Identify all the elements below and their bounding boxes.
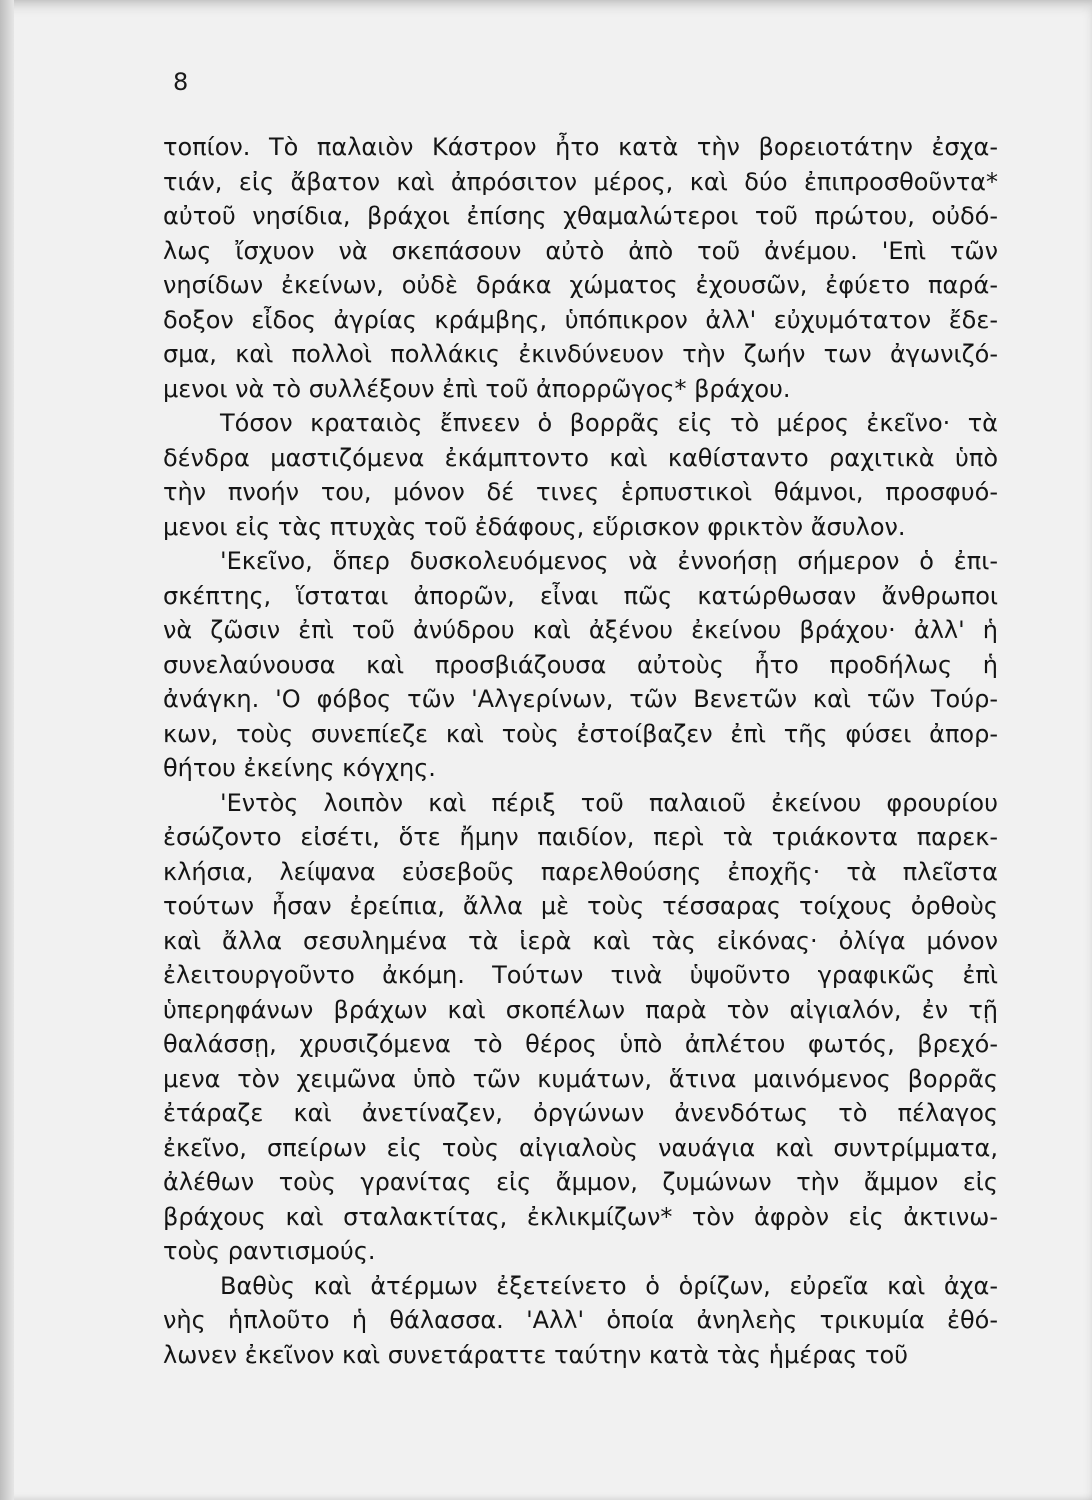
- text-line: τοπίον. Τὸ παλαιὸν Κάστρον ἦτο κατὰ τὴν βορειοτάτην ἐσχα-: [163, 133, 998, 161]
- text-line: 'Εκεῖνο, ὅπερ δυσκολευόμενος νὰ ἐννοήσῃ σήμερον ὁ ἐπι-: [220, 547, 998, 575]
- text-line: συνελαύνουσα καὶ προσβιάζουσα αὐτοὺς ἦτο προδήλως ἡ: [163, 650, 998, 679]
- text-line: Βαθὺς καὶ ἀτέρμων ἐξετείνετο ὁ ὁρίζων, εὐρεῖα καὶ ἀχα-: [220, 1271, 998, 1300]
- text-line: 'Εντὸς λοιπὸν καὶ πέριξ τοῦ παλαιοῦ ἐκείνου φρουρίου: [220, 788, 998, 817]
- text-line: λως ἴσχυον νὰ σκεπάσουν αὐτὸ ἀπὸ τοῦ ἀνέμου. 'Επὶ τῶν: [163, 236, 998, 265]
- page-number: 8: [173, 68, 189, 96]
- text-line: Τόσον κραταιὸς ἔπνεεν ὁ βορρᾶς εἰς τὸ μέρος ἐκεῖνο· τὰ: [220, 409, 998, 437]
- text-line: κων, τοὺς συνεπίεζε καὶ τοὺς ἐστοίβαζεν ἐπὶ τῆς φύσει ἀπορ-: [163, 719, 998, 748]
- text-line: τὴν πνοήν του, μόνον δέ τινες ἑρπυστικοὶ θάμνοι, προσφυό-: [163, 478, 998, 506]
- text-line: ἀλέθων τοὺς γρανίτας εἰς ἄμμον, ζυμώνων τὴν ἄμμον εἰς: [163, 1168, 998, 1196]
- text-line: θαλάσσῃ, χρυσιζόμενα τὸ θέρος ὑπὸ ἀπλέτου φωτός, βρεχό-: [163, 1030, 998, 1058]
- paragraph: [163, 406, 998, 544]
- text-line: τούτων ἦσαν ἐρείπια, ἄλλα μὲ τοὺς τέσσαρας τοίχους ὀρθοὺς: [163, 892, 998, 920]
- text-line: αὐτοῦ νησίδια, βράχοι ἐπίσης χθαμαλώτεροι τοῦ πρώτου, οὐδό-: [163, 202, 998, 230]
- text-line: μενοι νὰ τὸ συλλέξουν ἐπὶ τοῦ ἀπορρῶγος* βράχου.: [163, 374, 791, 403]
- text-line: καὶ ἄλλα σεσυλημένα τὰ ἱερὰ καὶ τὰς εἰκόνας· ὀλίγα μόνον: [163, 926, 998, 955]
- paragraph: [163, 1269, 998, 1373]
- text-line: κλήσια, λείψανα εὐσεβοῦς παρελθούσης ἐποχῆς· τὰ πλεῖστα: [163, 857, 998, 886]
- text-line: νὴς ἡπλοῦτο ἡ θάλασσα. 'Αλλ' ὁποία ἀνηλεὴς τρικυμία ἐθό-: [163, 1306, 998, 1334]
- text-line: σμα, καὶ πολλοὶ πολλάκις ἐκινδύνευον τὴν ζωήν των ἀγωνιζό-: [163, 340, 998, 368]
- text-line: μενα τὸν χειμῶνα ὑπὸ τῶν κυμάτων, ἅτινα μαινόμενος βορρᾶς: [163, 1064, 998, 1093]
- text-line: ἐλειτουργοῦντο ἀκόμη. Τούτων τινὰ ὑψοῦντο γραφικῶς ἐπὶ: [163, 961, 998, 989]
- text-line: τιάν, εἰς ἄβατον καὶ ἀπρόσιτον μέρος, καὶ δύο ἐπιπροσθοῦντα*: [163, 167, 998, 196]
- paragraph: [163, 786, 998, 1269]
- text-line: βράχους καὶ σταλακτίτας, ἐκλικμίζων* τὸν ἀφρὸν εἰς ἀκτινω-: [163, 1202, 998, 1231]
- text-line: τοὺς ραντισμούς.: [163, 1237, 376, 1265]
- paragraph: [163, 130, 998, 406]
- paragraph: [163, 544, 998, 786]
- page-body-text: [163, 130, 998, 1372]
- text-line: θήτου ἐκείνης κόγχης.: [163, 754, 436, 782]
- text-line: ἐτάραζε καὶ ἀνετίναζεν, ὀργώνων ἀνενδότως τὸ πέλαγος: [163, 1099, 998, 1127]
- text-line: νησίδων ἐκείνων, οὐδὲ δράκα χώματος ἐχουσῶν, ἐφύετο παρά-: [163, 271, 998, 299]
- text-line: δοξον εἶδος ἀγρίας κράμβης, ὑπόπικρον ἀλλ' εὐχυμότατον ἔδε-: [163, 305, 998, 334]
- text-line: σκέπτης, ἵσταται ἀπορῶν, εἶναι πῶς κατώρθωσαν ἄνθρωποι: [163, 581, 998, 610]
- text-line: ἐκεῖνο, σπείρων εἰς τοὺς αἰγιαλοὺς ναυάγια καὶ συντρίμματα,: [163, 1133, 998, 1162]
- text-line: λωνεν ἐκεῖνον καὶ συνετάραττε ταύτην κατὰ τὰς ἡμέρας τοῦ: [163, 1340, 909, 1369]
- page-edge-shadow: [0, 0, 14, 1500]
- text-line: νὰ ζῶσιν ἐπὶ τοῦ ἀνύδρου καὶ ἀξένου ἐκείνου βράχου· ἀλλ' ἡ: [163, 616, 998, 644]
- text-line: ἀνάγκη. 'Ο φόβος τῶν 'Αλγερίνων, τῶν Βενετῶν καὶ τῶν Τούρ-: [163, 685, 998, 713]
- text-line: ἐσώζοντο εἰσέτι, ὅτε ἤμην παιδίον, περὶ τὰ τριάκοντα παρεκ-: [163, 823, 998, 851]
- text-line: μενοι εἰς τὰς πτυχὰς τοῦ ἐδάφους, εὕρισκον φρικτὸν ἄσυλον.: [163, 512, 906, 541]
- text-line: δένδρα μαστιζόμενα ἐκάμπτοντο καὶ καθίσταντο ραχιτικὰ ὑπὸ: [163, 443, 998, 472]
- text-line: ὑπερηφάνων βράχων καὶ σκοπέλων παρὰ τὸν αἰγιαλόν, ἐν τῇ: [163, 995, 998, 1024]
